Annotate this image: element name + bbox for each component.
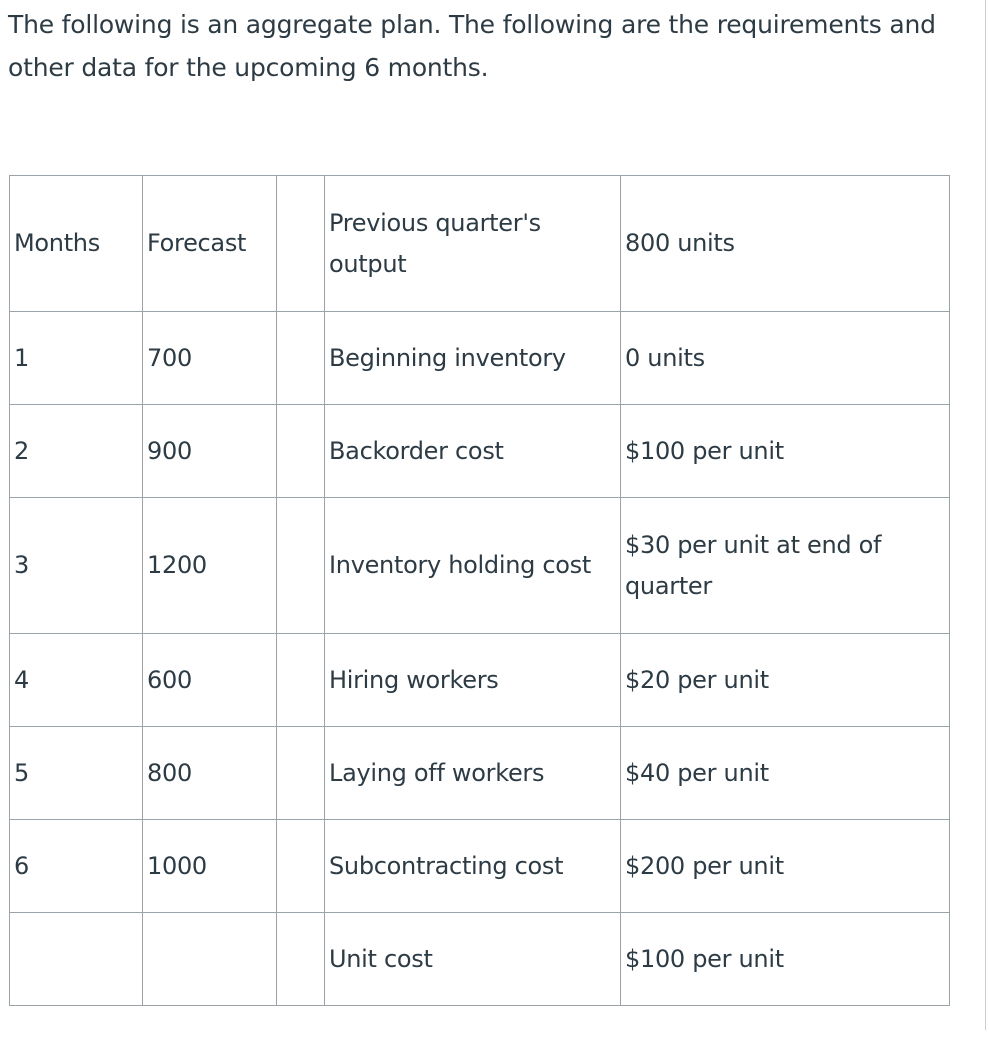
header-value: 800 units: [621, 176, 950, 312]
cell-value: $20 per unit: [621, 634, 950, 727]
cell-param: Laying off workers: [325, 727, 621, 820]
cell-spacer: [277, 727, 325, 820]
table-row: [10, 634, 950, 727]
header-param: Previous quarter's output: [325, 176, 621, 312]
table-row: [10, 820, 950, 913]
table-row: [10, 913, 950, 1006]
aggregate-plan-table: [9, 175, 950, 1006]
cell-value: $30 per unit at end of quarter: [621, 498, 950, 634]
cell-value: 0 units: [621, 312, 950, 405]
cell-forecast: 1200: [143, 498, 277, 634]
table-header-row: [10, 176, 950, 312]
cell-spacer: [277, 634, 325, 727]
table-row: [10, 727, 950, 820]
table-row: [10, 498, 950, 634]
cell-month: 5: [10, 727, 143, 820]
cell-value: $40 per unit: [621, 727, 950, 820]
header-forecast: Forecast: [143, 176, 277, 312]
intro-paragraph: The following is an aggregate plan. The following are the requirements and other data for the upcoming 6 months.: [8, 10, 936, 82]
cell-value: $100 per unit: [621, 913, 950, 1006]
cell-value: $100 per unit: [621, 405, 950, 498]
cell-param: Unit cost: [325, 913, 621, 1006]
cell-forecast: 700: [143, 312, 277, 405]
cell-param: Beginning inventory: [325, 312, 621, 405]
cell-spacer: [277, 312, 325, 405]
cell-param: Hiring workers: [325, 634, 621, 727]
cell-month: [10, 913, 143, 1006]
cell-param: Inventory holding cost: [325, 498, 621, 634]
cell-month: 1: [10, 312, 143, 405]
cell-spacer: [277, 498, 325, 634]
table-row: [10, 312, 950, 405]
cell-forecast: 1000: [143, 820, 277, 913]
header-spacer: [277, 176, 325, 312]
cell-month: 4: [10, 634, 143, 727]
cell-month: 6: [10, 820, 143, 913]
cell-spacer: [277, 820, 325, 913]
content-border: [985, 0, 986, 1030]
header-months: Months: [10, 176, 143, 312]
table-row: [10, 405, 950, 498]
cell-value: $200 per unit: [621, 820, 950, 913]
cell-param: Backorder cost: [325, 405, 621, 498]
cell-month: 2: [10, 405, 143, 498]
cell-spacer: [277, 405, 325, 498]
cell-forecast: 800: [143, 727, 277, 820]
cell-month: 3: [10, 498, 143, 634]
cell-spacer: [277, 913, 325, 1006]
cell-forecast: [143, 913, 277, 1006]
cell-forecast: 600: [143, 634, 277, 727]
cell-param: Subcontracting cost: [325, 820, 621, 913]
cell-forecast: 900: [143, 405, 277, 498]
